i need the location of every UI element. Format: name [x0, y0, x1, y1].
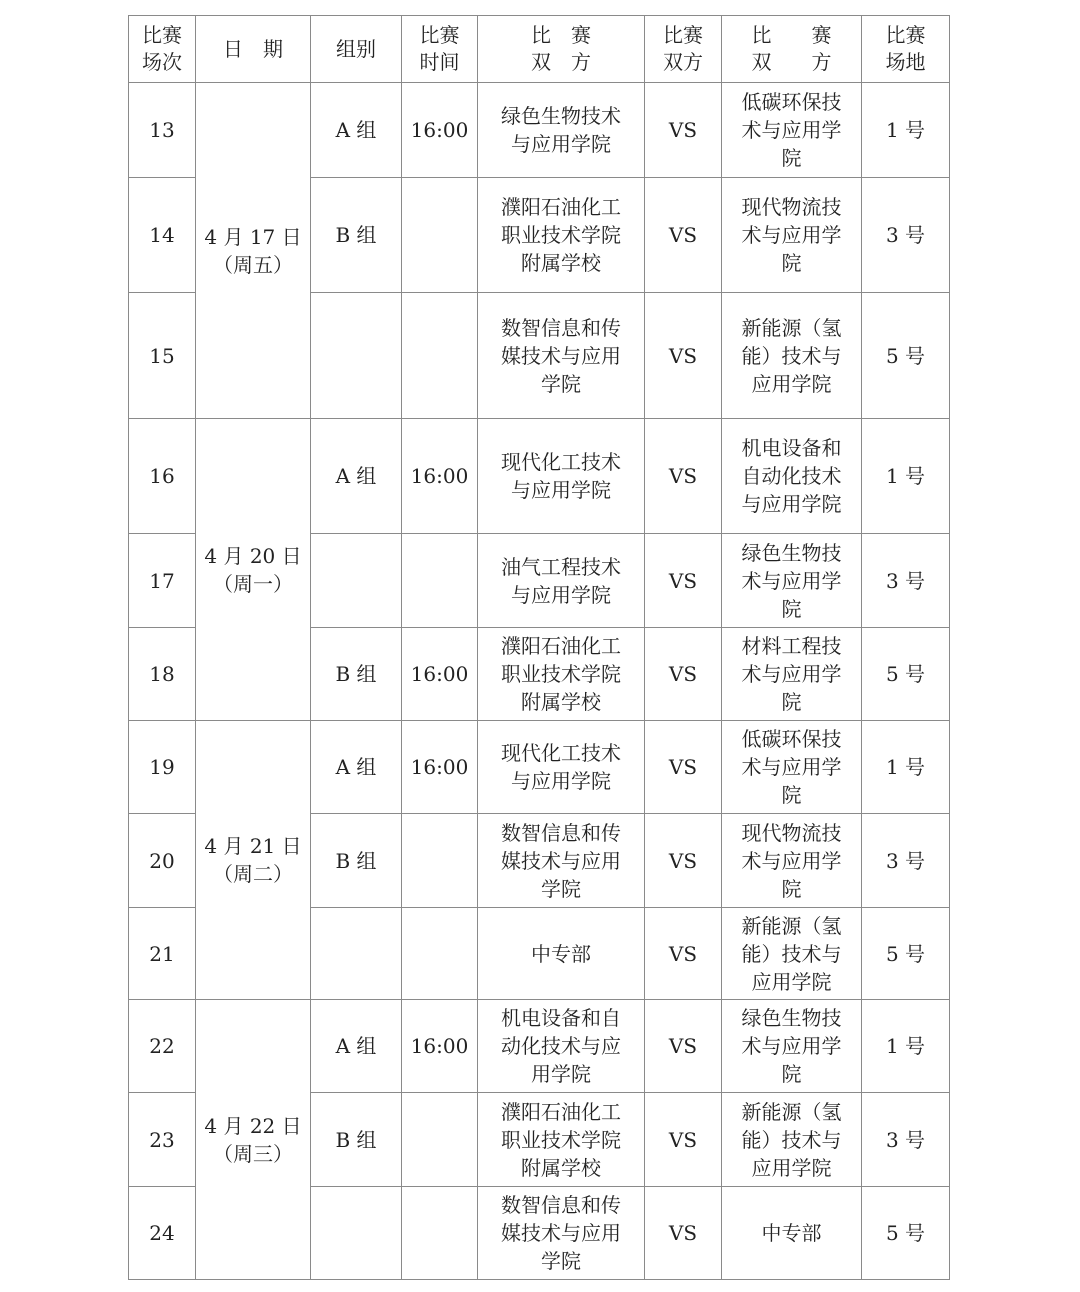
versus-label: VS [645, 721, 722, 814]
cell-line: （周三） [213, 1141, 293, 1166]
match-venue: 1 号 [862, 419, 950, 534]
match-number: 20 [129, 814, 196, 908]
match-time [402, 293, 478, 419]
team-b [722, 293, 862, 419]
cell-line: 机电设备和 [741, 436, 842, 460]
table-row [129, 721, 950, 814]
cell-line: 附属学校 [521, 1155, 601, 1180]
match-venue: 3 号 [862, 534, 950, 628]
header-cell: 组别 [311, 16, 402, 83]
group-name: B 组 [311, 1093, 402, 1187]
team-b [722, 178, 862, 293]
header-cell: 比赛 时间 [402, 16, 478, 83]
versus-label: VS [645, 178, 722, 293]
cell-line: 院 [781, 690, 802, 714]
versus-label: VS [645, 83, 722, 178]
match-time: 16:00 [402, 1000, 478, 1093]
match-venue: 3 号 [862, 178, 950, 293]
table-row [129, 83, 950, 178]
versus-label: VS [645, 293, 722, 419]
header-row [129, 16, 950, 83]
match-venue: 5 号 [862, 908, 950, 1000]
table-row [129, 419, 950, 534]
group-name: A 组 [311, 83, 402, 178]
match-time: 16:00 [402, 628, 478, 721]
cell-line: 数智信息和传 [501, 1193, 621, 1217]
match-venue: 3 号 [862, 1093, 950, 1187]
team-b [722, 721, 862, 814]
cell-line: 机电设备和自 [501, 1006, 621, 1030]
cell-line: 学院 [541, 371, 581, 396]
header-cell: 比 赛 双 方 [722, 16, 862, 83]
header-cell: 比赛 场次 [129, 16, 196, 83]
cell-line: 能）技术与 [741, 941, 842, 966]
team-b [722, 419, 862, 534]
match-number: 17 [129, 534, 196, 628]
group-name [311, 534, 402, 628]
group-name: B 组 [311, 178, 402, 293]
match-venue: 5 号 [862, 1187, 950, 1280]
team-a [478, 814, 645, 908]
cell-line: 院 [781, 251, 802, 275]
match-number: 18 [129, 628, 196, 721]
cell-line: 职业技术学院 [501, 662, 621, 686]
match-schedule-table [128, 15, 950, 1280]
cell-line: 低碳环保技 [741, 90, 842, 114]
cell-line: 濮阳石油化工 [501, 634, 621, 658]
team-a [478, 534, 645, 628]
match-time: 16:00 [402, 721, 478, 814]
group-name [311, 908, 402, 1000]
match-time [402, 1093, 478, 1187]
team-b [722, 1187, 862, 1280]
team-a [478, 1093, 645, 1187]
match-number: 24 [129, 1187, 196, 1280]
cell-line: 术与应用学 [741, 223, 842, 247]
match-time [402, 534, 478, 628]
team-b [722, 814, 862, 908]
cell-line: 院 [781, 876, 802, 901]
cell-line: 现代化工技术 [501, 450, 621, 474]
cell-line: 与应用学院 [511, 478, 611, 502]
cell-line: 中专部 [531, 941, 591, 966]
team-b [722, 1000, 862, 1093]
team-a [478, 178, 645, 293]
match-venue: 1 号 [862, 1000, 950, 1093]
cell-line: 院 [781, 1062, 802, 1086]
match-time [402, 908, 478, 1000]
cell-line: 院 [781, 146, 802, 170]
team-b [722, 534, 862, 628]
team-a [478, 1187, 645, 1280]
cell-line: 职业技术学院 [501, 223, 621, 247]
cell-line: 院 [781, 783, 802, 807]
match-number: 15 [129, 293, 196, 419]
cell-line: 现代化工技术 [501, 741, 621, 765]
cell-line: 术与应用学 [741, 118, 842, 142]
group-name: A 组 [311, 721, 402, 814]
header-cell: 比赛 双方 [645, 16, 722, 83]
table-row [129, 1000, 950, 1093]
team-a [478, 1000, 645, 1093]
cell-line: 低碳环保技 [741, 727, 842, 751]
team-a [478, 721, 645, 814]
cell-line: 数智信息和传 [501, 315, 621, 340]
cell-line: 职业技术学院 [501, 1127, 621, 1152]
cell-line: 动化技术与应 [501, 1034, 621, 1058]
cell-line: 数智信息和传 [501, 820, 621, 845]
group-name: B 组 [311, 814, 402, 908]
versus-label: VS [645, 908, 722, 1000]
cell-line: 与应用学院 [511, 132, 611, 156]
cell-line: 新能源（氢 [741, 315, 842, 340]
team-a [478, 293, 645, 419]
cell-line: 应用学院 [751, 969, 832, 994]
cell-line: 媒技术与应用 [501, 1221, 621, 1245]
cell-line: 新能源（氢 [741, 913, 842, 938]
versus-label: VS [645, 1093, 722, 1187]
cell-line: 术与应用学 [741, 848, 842, 873]
match-venue: 5 号 [862, 628, 950, 721]
cell-line: 能）技术与 [741, 1127, 842, 1152]
match-number: 23 [129, 1093, 196, 1187]
versus-label: VS [645, 628, 722, 721]
cell-line: 绿色生物技 [741, 1006, 842, 1030]
cell-line: 应用学院 [751, 1155, 832, 1180]
team-a [478, 908, 645, 1000]
match-date [196, 419, 311, 721]
cell-line: （周二） [213, 862, 293, 886]
team-a [478, 628, 645, 721]
team-a [478, 419, 645, 534]
cell-line: 术与应用学 [741, 662, 842, 686]
versus-label: VS [645, 419, 722, 534]
team-b [722, 908, 862, 1000]
cell-line: 4 月 21 日 [204, 834, 302, 858]
cell-line: 4 月 17 日 [204, 224, 302, 249]
cell-line: 绿色生物技术 [501, 104, 621, 128]
team-b [722, 83, 862, 178]
group-name [311, 1187, 402, 1280]
match-number: 13 [129, 83, 196, 178]
cell-line: 学院 [541, 1249, 581, 1273]
group-name: A 组 [311, 1000, 402, 1093]
match-number: 19 [129, 721, 196, 814]
cell-line: 能）技术与 [741, 343, 842, 368]
cell-line: 中专部 [761, 1221, 822, 1245]
cell-line: 绿色生物技 [741, 540, 842, 565]
cell-line: 4 月 20 日 [204, 543, 302, 568]
cell-line: 油气工程技术 [501, 554, 621, 579]
cell-line: 自动化技术 [741, 464, 842, 488]
team-b [722, 628, 862, 721]
match-venue: 5 号 [862, 293, 950, 419]
cell-line: 院 [781, 596, 802, 621]
group-name: B 组 [311, 628, 402, 721]
cell-line: 4 月 22 日 [204, 1113, 302, 1138]
cell-line: 学院 [541, 876, 581, 901]
cell-line: 新能源（氢 [741, 1099, 842, 1124]
cell-line: 术与应用学 [741, 568, 842, 593]
group-name [311, 293, 402, 419]
cell-line: 现代物流技 [741, 195, 842, 219]
cell-line: 应用学院 [751, 371, 832, 396]
match-number: 22 [129, 1000, 196, 1093]
cell-line: 术与应用学 [741, 755, 842, 779]
header-cell: 比赛 场地 [862, 16, 950, 83]
cell-line: 附属学校 [521, 690, 601, 714]
cell-line: 媒技术与应用 [501, 848, 621, 873]
cell-line: 现代物流技 [741, 820, 842, 845]
match-time [402, 1187, 478, 1280]
match-date [196, 83, 311, 419]
match-venue: 1 号 [862, 83, 950, 178]
team-a [478, 83, 645, 178]
match-number: 21 [129, 908, 196, 1000]
versus-label: VS [645, 1000, 722, 1093]
versus-label: VS [645, 1187, 722, 1280]
cell-line: 术与应用学 [741, 1034, 842, 1058]
group-name: A 组 [311, 419, 402, 534]
match-time: 16:00 [402, 83, 478, 178]
cell-line: （周五） [213, 252, 293, 277]
match-venue: 3 号 [862, 814, 950, 908]
match-venue: 1 号 [862, 721, 950, 814]
cell-line: 与应用学院 [741, 492, 842, 516]
match-date [196, 1000, 311, 1280]
cell-line: 用学院 [531, 1062, 591, 1086]
match-time: 16:00 [402, 419, 478, 534]
header-cell: 日 期 [196, 16, 311, 83]
header-cell: 比 赛 双 方 [478, 16, 645, 83]
match-time [402, 814, 478, 908]
cell-line: 濮阳石油化工 [501, 1099, 621, 1124]
match-number: 14 [129, 178, 196, 293]
versus-label: VS [645, 534, 722, 628]
match-time [402, 178, 478, 293]
cell-line: 媒技术与应用 [501, 343, 621, 368]
match-date [196, 721, 311, 1000]
cell-line: 与应用学院 [511, 582, 611, 607]
cell-line: 材料工程技 [741, 634, 842, 658]
cell-line: （周一） [213, 571, 293, 596]
cell-line: 濮阳石油化工 [501, 195, 621, 219]
versus-label: VS [645, 814, 722, 908]
cell-line: 附属学校 [521, 251, 601, 275]
cell-line: 与应用学院 [511, 769, 611, 793]
match-number: 16 [129, 419, 196, 534]
team-b [722, 1093, 862, 1187]
